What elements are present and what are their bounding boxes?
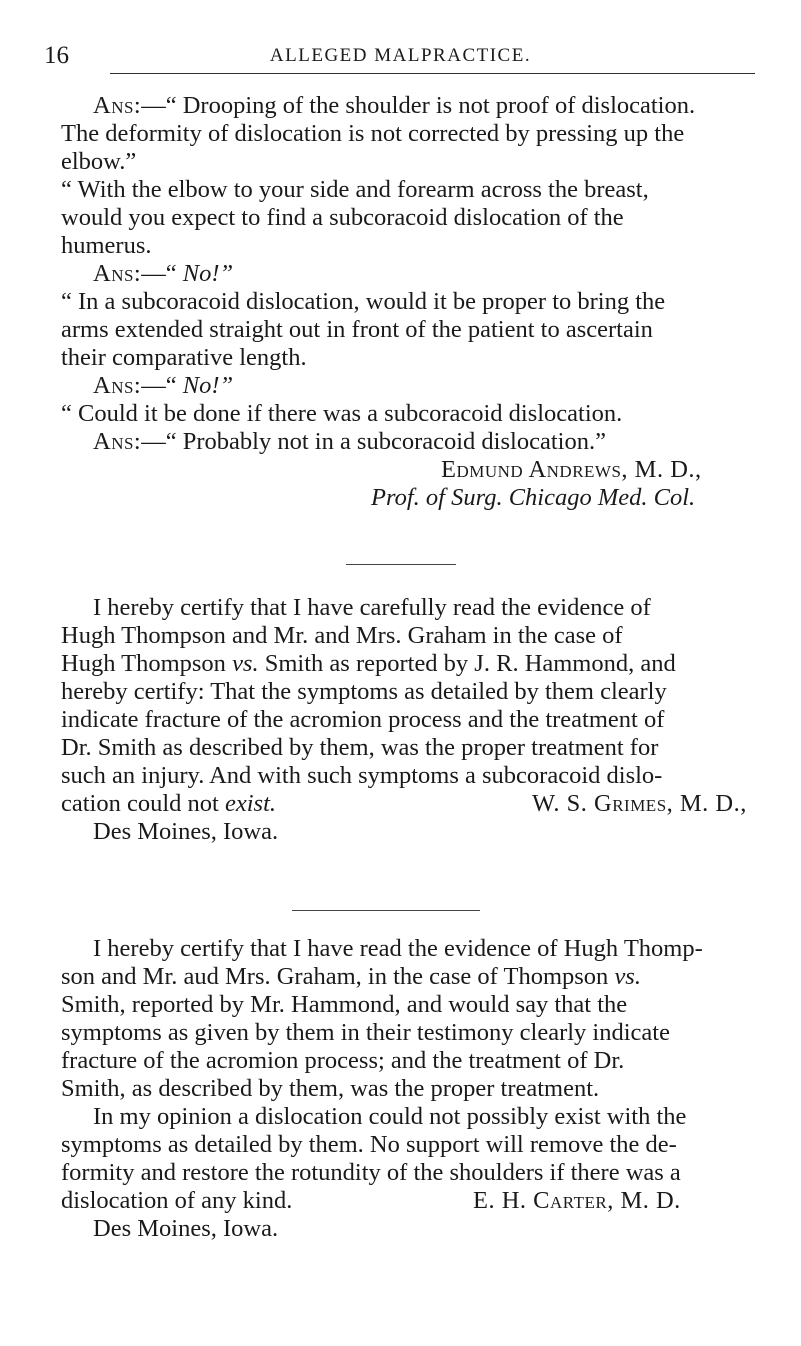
text-span: cation could not <box>61 790 225 817</box>
text-span: son and Mr. aud Mrs. Graham, in the case of Thompson <box>61 963 615 990</box>
affiliation: Prof. of Surg. Chicago Med. Col. <box>371 484 696 511</box>
text-line <box>61 963 801 991</box>
text-line: formity and restore the rotundity of the shoulders if there was a <box>61 1159 681 1186</box>
text-line <box>93 92 801 120</box>
text-span: Smith as reported by J. R. Hammond, and <box>258 650 676 677</box>
text-span: No!” <box>182 260 234 287</box>
location: Des Moines, Iowa. <box>93 818 279 845</box>
text-span: —“ Drooping of the shoulder is not proof of dislocation. <box>141 92 696 119</box>
location: Des Moines, Iowa. <box>93 1215 279 1242</box>
text-line: I hereby certify that I have read the evidence of Hugh Thomp- <box>93 935 703 962</box>
text-line: “ With the elbow to your side and forearm across the breast, <box>61 176 649 203</box>
text-line: would you expect to find a subcoracoid dislocation of the <box>61 204 624 231</box>
text-line: The deformity of dislocation is not corrected by pressing up the <box>61 120 685 147</box>
text-line <box>61 650 801 678</box>
text-line: elbow.” <box>61 148 137 175</box>
text-span: vs. <box>614 963 641 990</box>
signature: W. S. Grimes, M. D., <box>532 790 747 817</box>
text-line: symptoms as detailed by them. No support will remove the de- <box>61 1131 677 1158</box>
text-line: symptoms as given by them in their testimony clearly indicate <box>61 1019 670 1046</box>
text-line: Hugh Thompson and Mr. and Mrs. Graham in the case of <box>61 622 623 649</box>
text-line: humerus. <box>61 232 152 259</box>
text-line: “ Could it be done if there was a subcoracoid dislocation. <box>61 400 623 427</box>
text-line: “ In a subcoracoid dislocation, would it be proper to bring the <box>61 288 666 315</box>
section-divider <box>346 564 456 565</box>
answer-label: Ans: <box>93 92 142 119</box>
text-span: Hugh Thompson <box>61 650 233 677</box>
section-divider <box>292 910 480 911</box>
text-span: —“ <box>141 260 183 287</box>
text-line: fracture of the acromion process; and the treatment of Dr. <box>61 1047 625 1074</box>
text-line <box>93 260 801 288</box>
signature: Edmund Andrews, M. D., <box>441 456 702 483</box>
header-rule <box>110 73 755 74</box>
text-line: I hereby certify that I have carefully read the evidence of <box>93 594 651 621</box>
text-span: exist. <box>224 790 277 817</box>
text-line: Smith, reported by Mr. Hammond, and would say that the <box>61 991 628 1018</box>
text-line: such an injury. And with such symptoms a subcoracoid dislo- <box>61 762 663 789</box>
text-span: —“ Probably not in a subcoracoid dislocation.” <box>141 428 606 455</box>
text-span: No!” <box>182 372 234 399</box>
answer-label: Ans: <box>93 428 142 455</box>
text-line: indicate fracture of the acromion process and the treatment of <box>61 706 665 733</box>
signature: E. H. Carter, M. D. <box>473 1187 681 1214</box>
text-line: dislocation of any kind. <box>61 1187 293 1214</box>
text-line <box>93 372 801 400</box>
answer-label: Ans: <box>93 372 142 399</box>
text-line <box>93 428 801 456</box>
text-span: —“ <box>141 372 183 399</box>
page-number: 16 <box>44 42 69 69</box>
text-line: Dr. Smith as described by them, was the proper treatment for <box>61 734 659 761</box>
running-head: ALLEGED MALPRACTICE. <box>269 45 532 66</box>
text-line: Smith, as described by them, was the proper treatment. <box>61 1075 600 1102</box>
text-span: vs. <box>232 650 259 677</box>
page-header <box>0 0 801 80</box>
text-line: their comparative length. <box>61 344 307 371</box>
text-line: In my opinion a dislocation could not possibly exist with the <box>93 1103 687 1130</box>
answer-label: Ans: <box>93 260 142 287</box>
text-line: hereby certify: That the symptoms as detailed by them clearly <box>61 678 667 705</box>
text-line: arms extended straight out in front of the patient to ascertain <box>61 316 653 343</box>
